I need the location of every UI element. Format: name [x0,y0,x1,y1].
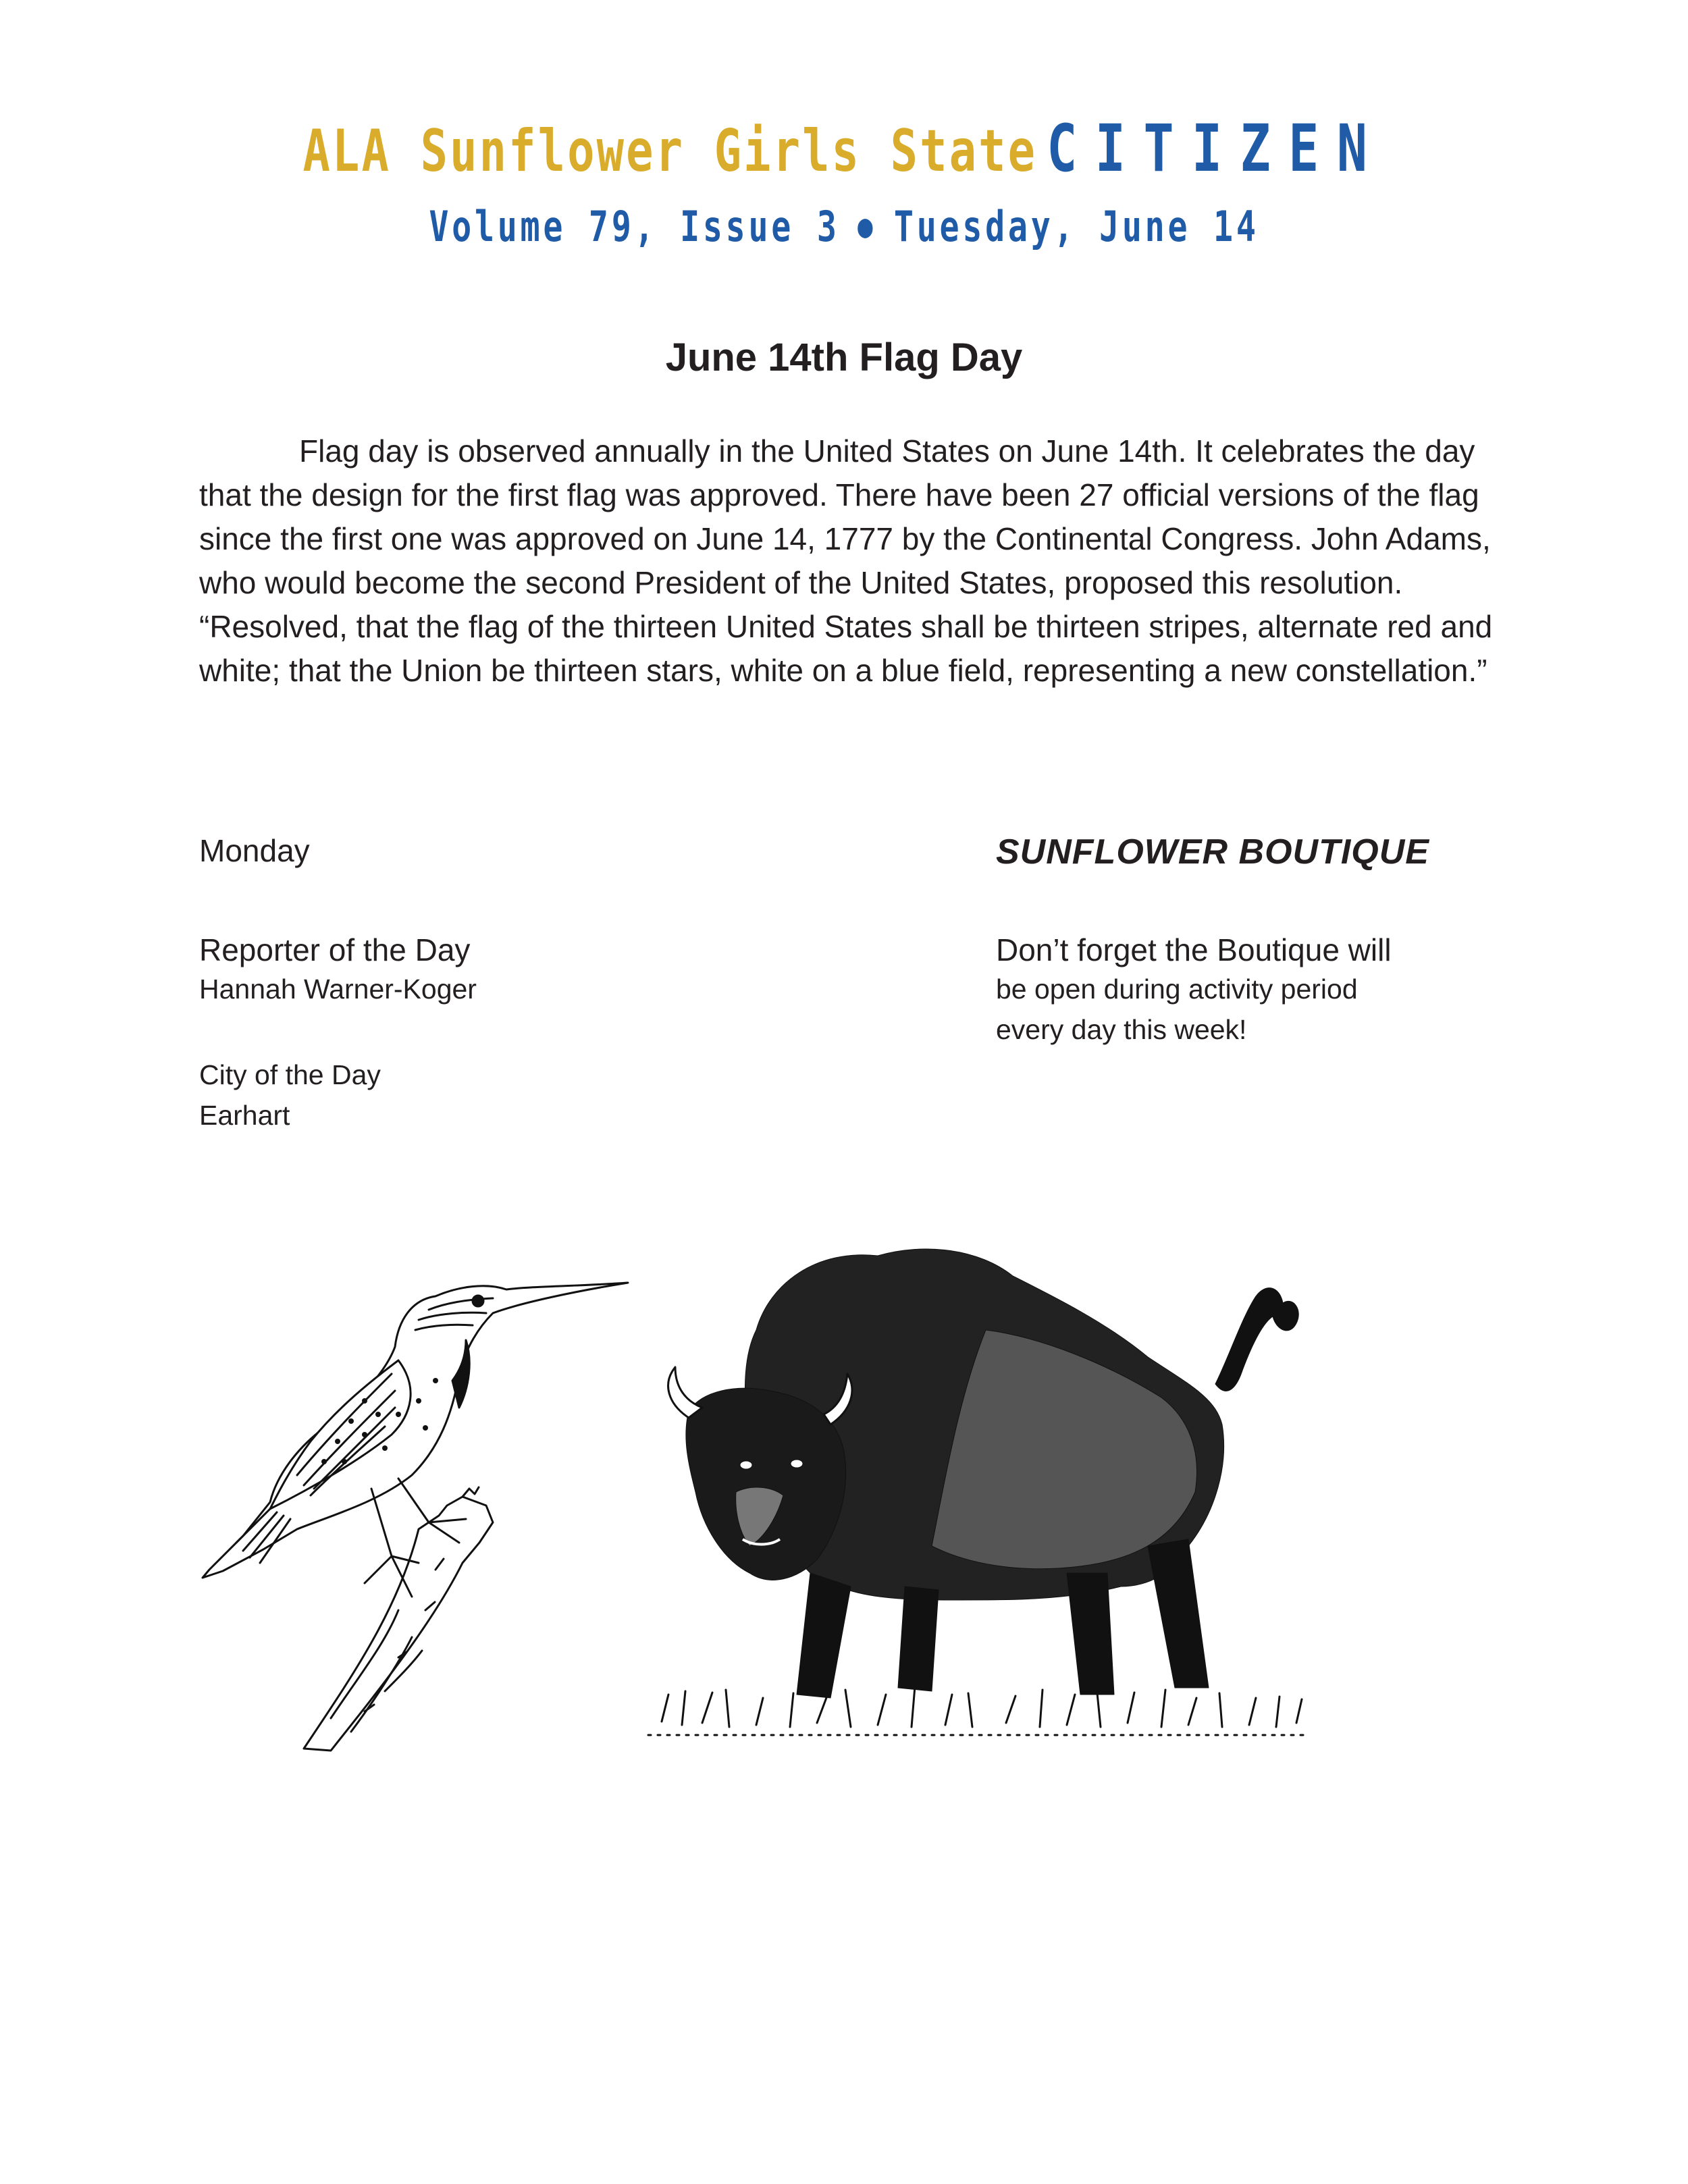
city-name: Earhart [199,1100,290,1131]
boutique-line-1: Don’t forget the Boutique will [996,932,1392,967]
masthead-publication: CITIZEN [1047,111,1386,186]
masthead-brand: ALA Sunflower Girls State [302,117,1038,185]
boutique-line-3: every day this week! [996,1014,1247,1045]
day-label: Monday [199,833,310,868]
boutique-column [996,832,1604,1045]
article-title: June 14th Flag Day [665,335,1023,379]
masthead [186,111,1502,251]
meadowlark-illustration [196,1246,641,1752]
city-heading: City of the Day [199,1059,381,1090]
city-block [199,1055,381,1136]
boutique-line-2: be open during activity period [996,974,1358,1005]
volume-issue: Volume 79, Issue 3 [429,202,840,251]
masthead-title [186,111,1502,186]
article-body: Flag day is observed annually in the United States on June 14th. It celebrates the day that the design for the first flag was approved. There have been 27 official versions of the flag since the first one was approved on June 14, 1777 by the Continental Congress. John Adams, who would become the second President of the United States, proposed this resolution. “Resolved, that the flag of the thirteen United States shall be thirteen stripes, alternate red and white; that the Union be thirteen stars, white on a blue field, representing a new constellation.” [199,433,1493,688]
reporter-block [199,931,477,1009]
reporter-name: Hannah Warner-Koger [199,974,477,1005]
bison-illustration [635,1222,1323,1749]
masthead-issue-line [186,203,1502,250]
boutique-notice [996,931,1392,1050]
reporter-heading: Reporter of the Day [199,932,471,967]
boutique-title: SUNFLOWER BOUTIQUE [996,832,1429,872]
issue-date: Tuesday, June 14 [893,202,1259,251]
daily-info-column [199,832,874,1131]
bullet-separator: ● [858,207,876,245]
